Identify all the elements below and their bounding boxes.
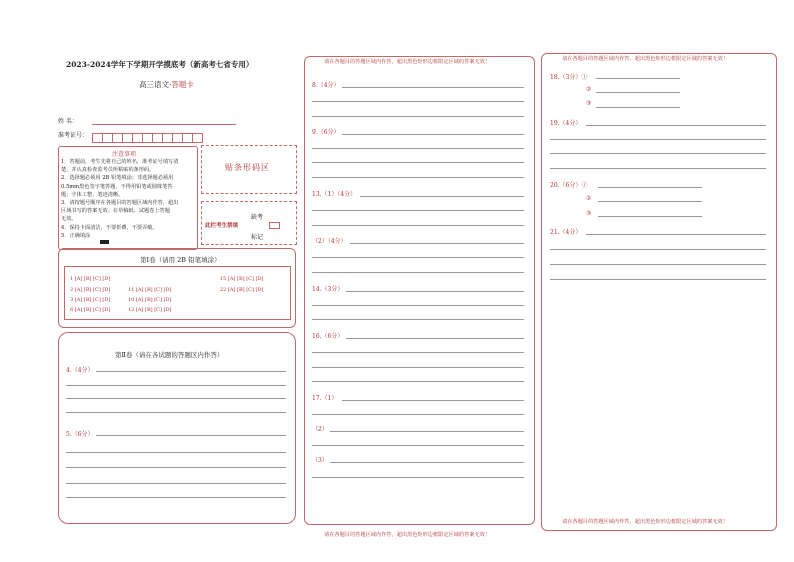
notice-item: 无效。 bbox=[61, 216, 77, 223]
answer-row[interactable]: 6 [A] [B] [C] [D] bbox=[70, 307, 111, 313]
notice-item: 5．正确填涂 bbox=[61, 232, 91, 239]
answer-line[interactable] bbox=[312, 445, 524, 446]
absent-mark-label: 标记 bbox=[251, 234, 264, 241]
q18-part2-label: ② bbox=[586, 86, 592, 93]
answer-line[interactable] bbox=[66, 483, 286, 484]
answer-line[interactable] bbox=[66, 398, 286, 399]
answer-row[interactable]: 10 [A] [B] [C] [D] bbox=[128, 297, 172, 303]
answer-line[interactable] bbox=[596, 92, 680, 93]
subject-sep: · bbox=[169, 80, 172, 89]
middle-warning-top: 请在各题目的答题区域内作答，超出黑色矩形边框限定区域的答案无效！ bbox=[324, 59, 491, 65]
answer-line[interactable] bbox=[342, 87, 524, 88]
answer-line[interactable] bbox=[586, 125, 766, 126]
notice-item: 区域书写的答案无效；在草稿纸、试题卷上答题 bbox=[61, 208, 170, 215]
answer-row[interactable]: 15 [A] [B] [C] [D] bbox=[220, 276, 264, 282]
subject-card: 答题卡 bbox=[171, 80, 194, 89]
answer-line[interactable] bbox=[550, 168, 766, 169]
answer-line[interactable] bbox=[550, 249, 766, 250]
answer-line[interactable] bbox=[350, 243, 524, 244]
q13-part2-label: （2）（4分） bbox=[312, 238, 347, 245]
answer-row[interactable]: 2 [A] [B] [C] [D] bbox=[70, 287, 111, 293]
answer-row[interactable]: 12 [A] [B] [C] [D] bbox=[128, 307, 172, 313]
section1-title: 第Ⅰ卷（请用 2B 铅笔填涂） bbox=[140, 256, 221, 264]
answer-line[interactable] bbox=[312, 352, 524, 353]
name-field[interactable] bbox=[92, 124, 236, 125]
notice-item: 0.5mm黑色签字笔答题，不得用铅笔或圆珠笔答 bbox=[61, 183, 173, 190]
notice-item: 题；字体工整、笔迹清晰。 bbox=[61, 191, 124, 198]
answer-line[interactable] bbox=[66, 452, 286, 453]
answer-line[interactable] bbox=[312, 225, 524, 226]
answer-line[interactable] bbox=[312, 414, 524, 415]
answer-row[interactable]: 11 [A] [B] [C] [D] bbox=[128, 287, 172, 293]
answer-row[interactable]: 1 [A] [B] [C] [D] bbox=[70, 276, 111, 282]
answer-line[interactable] bbox=[550, 139, 766, 140]
q19-label: 19.（4分） bbox=[550, 120, 582, 127]
q21-label: 21.（4分） bbox=[550, 229, 582, 236]
answer-line[interactable] bbox=[346, 291, 524, 292]
absent-label: 缺考 bbox=[251, 214, 264, 221]
answer-line[interactable] bbox=[550, 264, 766, 265]
notice-item: 3．请按题号顺序在各题目的答题区域内作答，超出 bbox=[61, 200, 179, 207]
name-label: 姓 名： bbox=[58, 118, 78, 125]
exam-number-label: 准考证号： bbox=[58, 132, 89, 139]
q18-label: 18.（3分）① bbox=[550, 74, 588, 81]
answer-line[interactable] bbox=[598, 187, 702, 188]
answer-line[interactable] bbox=[312, 477, 524, 478]
answer-row[interactable]: 3 [A] [B] [C] [D] bbox=[70, 297, 111, 303]
right-warning-top: 请在各题目的答题区域内作答，超出黑色矩形边框限定区域的答案无效！ bbox=[562, 56, 729, 62]
answer-line[interactable] bbox=[66, 412, 286, 413]
notice-item: 2．选择题必须用 2B 铅笔填涂；非选择题必须用 bbox=[61, 175, 174, 182]
answer-row[interactable]: 22 [A] [B] [C] [D] bbox=[220, 287, 264, 293]
answer-line[interactable] bbox=[342, 134, 524, 135]
answer-line[interactable] bbox=[96, 371, 286, 372]
exam-number-digit-box[interactable] bbox=[192, 133, 203, 143]
answer-line[interactable] bbox=[360, 196, 524, 197]
q16-label: 16.（6分） bbox=[312, 333, 344, 340]
answer-line[interactable] bbox=[342, 400, 524, 401]
answer-line[interactable] bbox=[596, 78, 680, 79]
answer-line[interactable] bbox=[312, 305, 524, 306]
section2-title: 第Ⅱ卷（请在各试题的答题区内作答） bbox=[115, 351, 224, 359]
absent-checkbox[interactable] bbox=[269, 222, 280, 229]
exam-title: 2023-2024学年下学期开学摸底考（新高考七省专用） bbox=[66, 60, 254, 69]
answer-line[interactable] bbox=[330, 431, 524, 432]
barcode-label: 贴条形码区 bbox=[225, 163, 270, 172]
q20-part3-label: ③ bbox=[586, 210, 592, 217]
notice-item: 1．答题前，考生先将自己的姓名，准考证号填写清 bbox=[61, 159, 179, 165]
q4-label: 4.（4分） bbox=[66, 367, 94, 374]
right-warning-bottom: 请在各题目的答题区域内作答，超出黑色矩形边框限定区域的答案无效！ bbox=[562, 519, 729, 525]
q18-part3-label: ③ bbox=[586, 100, 592, 107]
answer-line[interactable] bbox=[312, 272, 524, 273]
answer-line[interactable] bbox=[66, 497, 286, 498]
notice-item: 楚，并认真检查监考员所粘贴的条形码。 bbox=[61, 167, 155, 174]
notice-item: 4．保持卡面清洁，不要折叠、不要弄破。 bbox=[61, 224, 158, 231]
middle-warning-bottom: 请在各题目的答题区域内作答，超出黑色矩形边框限定区域的答案无效！ bbox=[324, 532, 491, 538]
answer-line[interactable] bbox=[312, 177, 524, 178]
answer-line[interactable] bbox=[346, 338, 524, 339]
q20-part2-label: ② bbox=[586, 195, 592, 202]
q5-label: 5.（6分） bbox=[66, 431, 94, 438]
subject-main: 高三语文 bbox=[139, 80, 169, 89]
answer-line[interactable] bbox=[330, 462, 524, 463]
exam-number-boxes[interactable] bbox=[92, 128, 202, 138]
notice-title: 注意事项 bbox=[112, 151, 137, 158]
q17-label: 17.（1） bbox=[312, 395, 338, 402]
answer-line[interactable] bbox=[96, 435, 286, 436]
answer-line[interactable] bbox=[312, 210, 524, 211]
answer-line[interactable] bbox=[312, 381, 524, 382]
answer-line[interactable] bbox=[550, 153, 766, 154]
q17-part3-label: （3） bbox=[312, 457, 328, 464]
answer-line[interactable] bbox=[586, 234, 766, 235]
answer-line[interactable] bbox=[66, 467, 286, 468]
q8-label: 8.（4分） bbox=[312, 82, 340, 89]
answer-line[interactable] bbox=[312, 162, 524, 163]
subject-line bbox=[139, 79, 194, 90]
answer-line[interactable] bbox=[596, 107, 680, 108]
answer-line[interactable] bbox=[312, 116, 524, 117]
answer-line[interactable] bbox=[312, 367, 524, 368]
answer-line[interactable] bbox=[598, 216, 702, 217]
answer-line[interactable] bbox=[312, 257, 524, 258]
q14-label: 14.（3分） bbox=[312, 286, 344, 293]
q9-label: 9.（6分） bbox=[312, 129, 340, 136]
answer-line[interactable] bbox=[66, 385, 286, 386]
answer-line[interactable] bbox=[550, 279, 766, 280]
filled-sample-icon bbox=[100, 240, 109, 244]
notice-list bbox=[61, 158, 178, 240]
q20-label: 20.（6分）① bbox=[550, 182, 588, 189]
section2-box bbox=[58, 332, 296, 524]
absent-forbidden-label: 此栏考生禁填 bbox=[205, 223, 239, 229]
q17-part2-label: （2） bbox=[312, 426, 328, 433]
answer-line[interactable] bbox=[312, 101, 524, 102]
answer-line[interactable] bbox=[312, 148, 524, 149]
answer-line[interactable] bbox=[312, 319, 524, 320]
q13-label: 13.（1）（4分） bbox=[312, 191, 357, 198]
answer-line[interactable] bbox=[598, 201, 702, 202]
